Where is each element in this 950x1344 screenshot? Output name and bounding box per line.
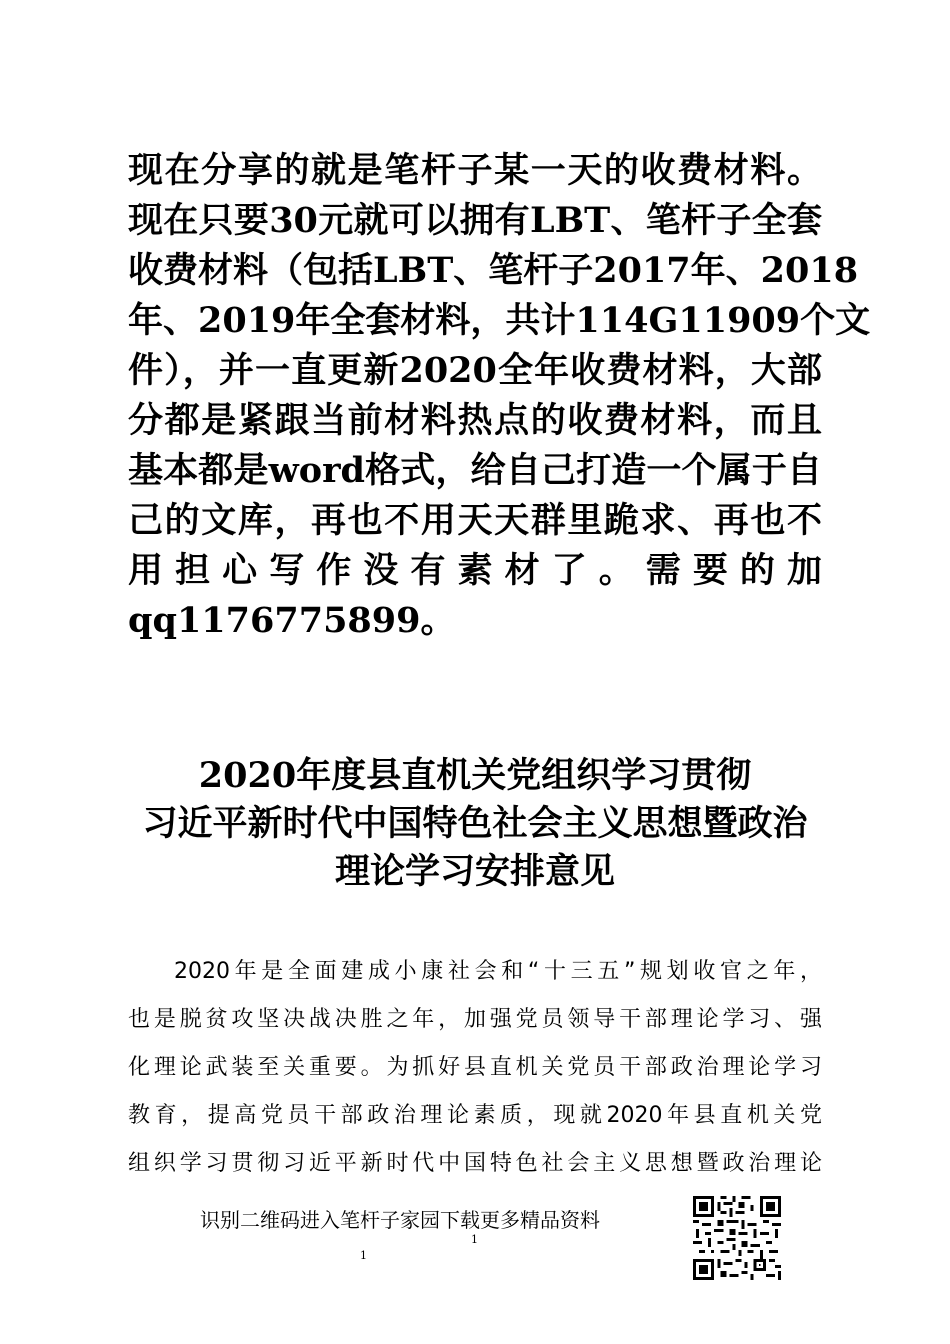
- title-line: 2020年度县直机关党组织学习贯彻: [198, 755, 752, 796]
- page-number: 1: [471, 1233, 478, 1246]
- promo-line: 现在只要30元就可以拥有LBT、笔杆子全套: [128, 200, 822, 241]
- title-line: 理论学习安排意见: [334, 851, 615, 892]
- page-number: 1: [360, 1249, 367, 1262]
- promo-line: qq1176775899。: [128, 600, 456, 641]
- body-line: 2020年是全面建成小康社会和“十三五”规划收官之年，: [174, 959, 822, 984]
- qr-code-icon[interactable]: [693, 1196, 781, 1280]
- promo-line: 己的文库，再也不用天天群里跪求、再也不: [128, 500, 822, 541]
- body-line: 组织学习贯彻习近平新时代中国特色社会主义思想暨政治理论: [128, 1151, 822, 1176]
- body-line: 教育，提高党员干部政治理论素质，现就2020年县直机关党: [128, 1103, 822, 1128]
- footer-caption: 识别二维码进入笔杆子家园下载更多精品资料: [200, 1208, 600, 1232]
- title-line: 习近平新时代中国特色社会主义思想暨政治: [142, 803, 808, 844]
- promo-line: 基本都是word格式，给自己打造一个属于自: [128, 450, 822, 491]
- body-paragraph: [128, 948, 822, 1188]
- promo-line: 分都是紧跟当前材料热点的收费材料，而且: [128, 400, 822, 441]
- body-line: 也是脱贫攻坚决战决胜之年，加强党员领导干部理论学习、强: [128, 1007, 822, 1032]
- promo-line: 年、2019年全套材料，共计114G11909个文: [128, 300, 871, 341]
- promo-line: 用担心写作没有素材了。需要的加: [128, 550, 822, 591]
- promo-line: 收费材料（包括LBT、笔杆子2017年、2018: [128, 250, 859, 291]
- body-line: 化理论武装至关重要。为抓好县直机关党员干部政治理论学习: [128, 1055, 822, 1080]
- document-title: [100, 752, 850, 896]
- promo-line: 现在分享的就是笔杆子某一天的收费材料。: [128, 150, 822, 191]
- promo-line: 件），并一直更新2020全年收费材料，大部: [128, 350, 822, 391]
- promo-paragraph: [128, 146, 871, 646]
